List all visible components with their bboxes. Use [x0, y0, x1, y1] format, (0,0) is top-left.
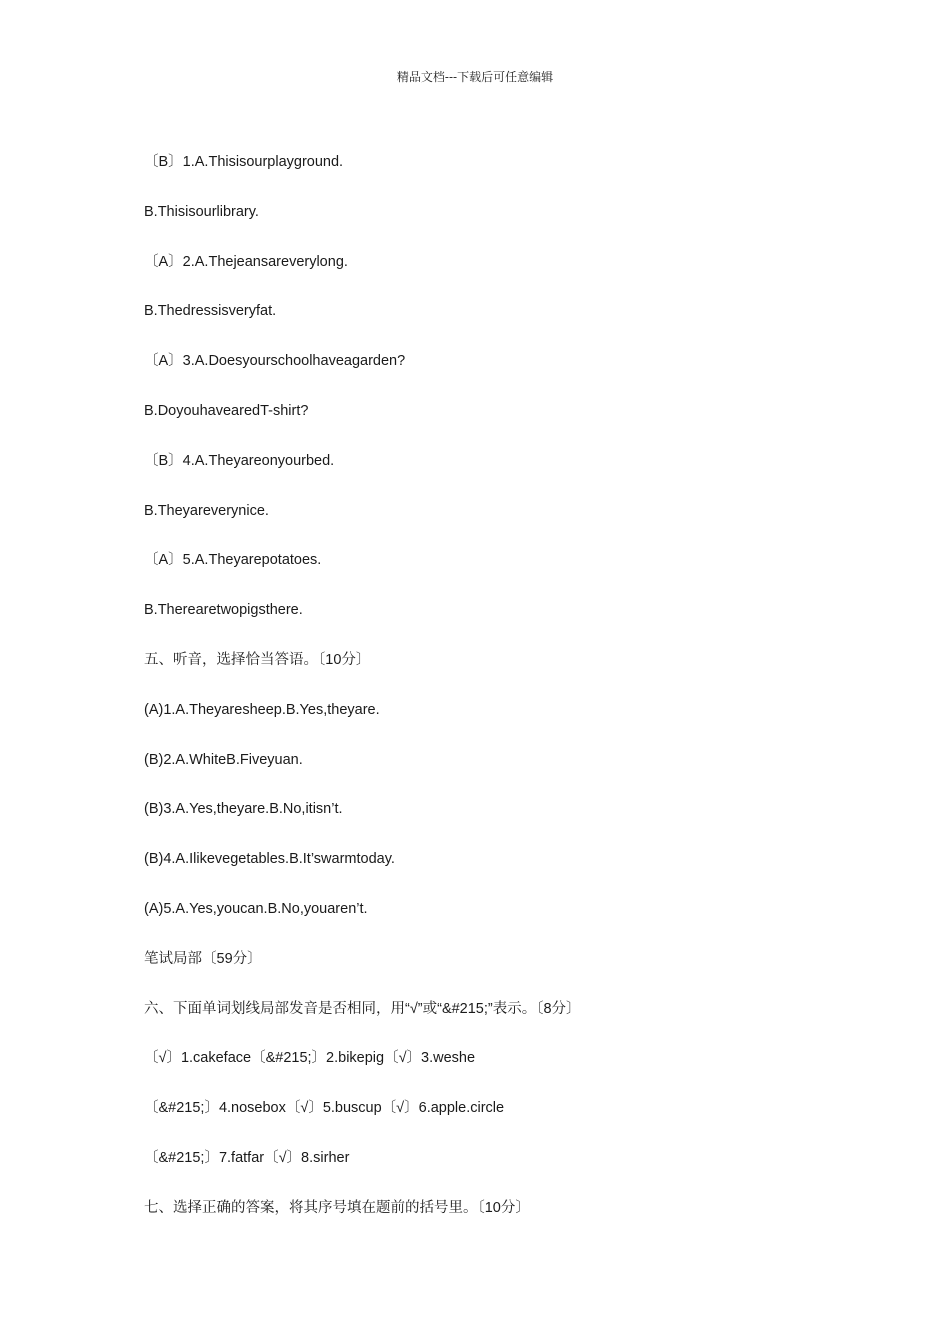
page-header: 精品文档---下载后可任意编辑: [396, 70, 554, 84]
question-line: (B)3.A.Yes,theyare.B.No,itisn’t.: [144, 801, 343, 818]
question-line: 〔A〕2.A.Thejeansareverylong.: [144, 253, 348, 270]
question-line: 〔B〕1.A.Thisisourplayground.: [144, 154, 344, 170]
section-heading: 五、听音，选择恰当答语。〔10分〕: [144, 651, 371, 668]
section-heading: 七、选择正确的答案，将其序号填在题前的括号里。〔10分〕: [144, 1199, 530, 1216]
question-line: 〔A〕5.A.Theyarepotatoes.: [144, 552, 322, 569]
option-line: B.DoyouhavearedT-shirt?: [144, 402, 309, 419]
section-heading: 笔试局部〔59分〕: [144, 950, 262, 967]
section-heading: 六、下面单词划线局部发音是否相同，用“√”或“&#215;”表示。〔8分〕: [144, 1000, 581, 1017]
question-line: (A)5.A.Yes,youcan.B.No,youaren’t.: [144, 900, 368, 917]
option-line: B.Thisisourlibrary.: [144, 203, 259, 220]
option-line: B.Therearetwopigsthere.: [144, 602, 303, 619]
question-line: (B)4.A.Ilikevegetables.B.It’swarmtoday.: [144, 851, 395, 868]
answer-line: 〔√〕1.cakeface〔&#215;〕2.bikepig〔√〕3.weshe: [144, 1050, 476, 1067]
question-line: (A)1.A.Theyaresheep.B.Yes,theyare.: [144, 701, 380, 718]
question-line: 〔B〕4.A.Theyareonyourbed.: [144, 452, 335, 469]
answer-line: 〔&#215;〕7.fatfar〔√〕8.sirher: [144, 1149, 350, 1166]
answer-line: 〔&#215;〕4.nosebox〔√〕5.buscup〔√〕6.apple.circle: [144, 1100, 505, 1117]
question-line: 〔A〕3.A.Doesyourschoolhaveagarden?: [144, 353, 406, 370]
document-body: [144, 152, 844, 1248]
question-line: (B)2.A.WhiteB.Fiveyuan.: [144, 751, 303, 768]
option-line: B.Theyareverynice.: [144, 502, 269, 519]
option-line: B.Thedressisveryfat.: [144, 303, 277, 320]
